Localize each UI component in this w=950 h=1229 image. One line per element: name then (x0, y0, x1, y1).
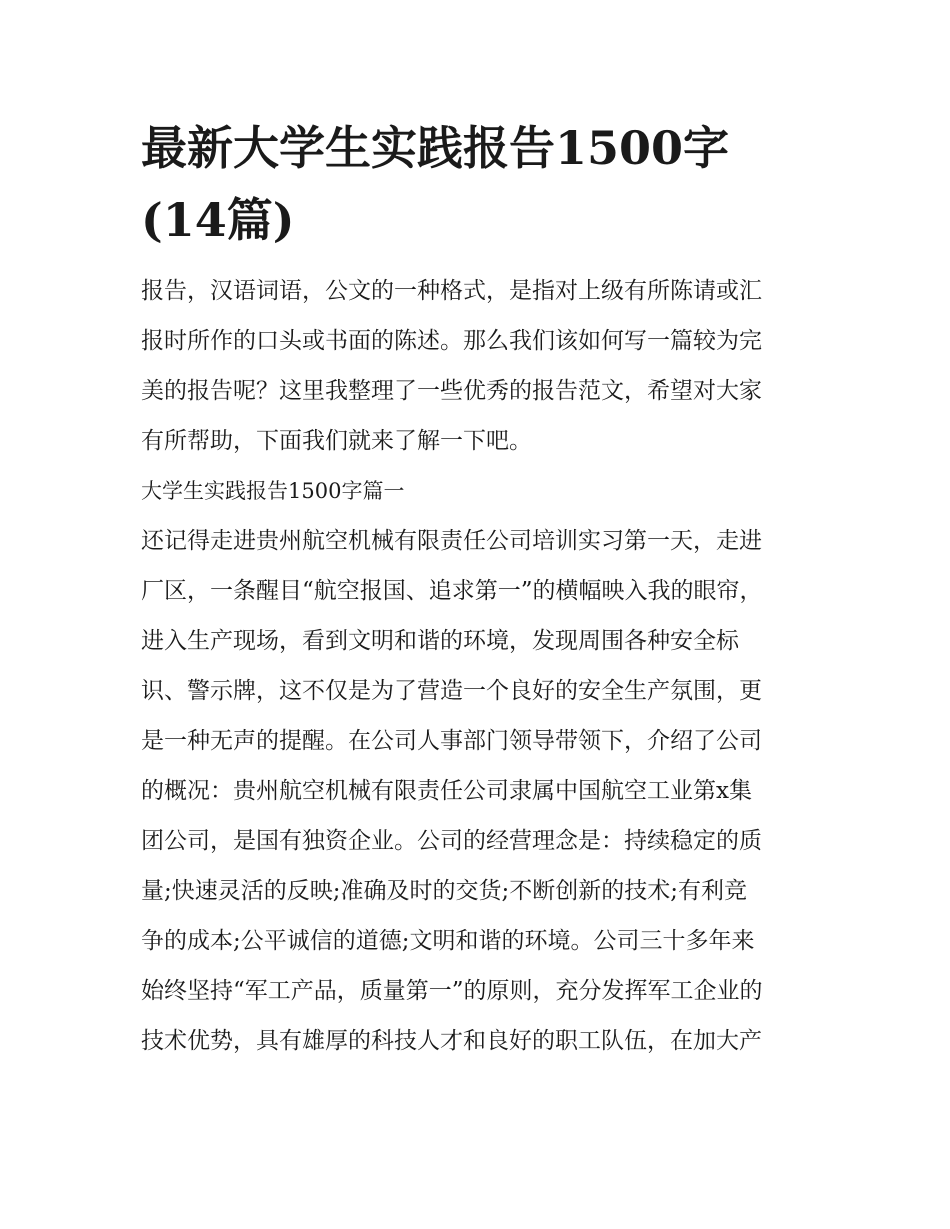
document-content (141, 112, 813, 1066)
section-heading: 大学生实践报告1500字篇一 (141, 479, 405, 503)
paragraph-line: 的概况：贵州航空机械有限责任公司隶属中国航空工业第x集 (141, 778, 752, 804)
paragraph-line: 始终坚持“军工产品，质量第一”的原则，充分发挥军工企业的 (141, 978, 763, 1004)
paragraph-line: 报告，汉语词语，公文的一种格式，是指对上级有所陈请或汇 (141, 278, 762, 304)
paragraph-line: 是一种无声的提醒。在公司人事部门领导带领下，介绍了公司 (141, 728, 762, 754)
intro-paragraph (141, 266, 813, 466)
paragraph-line: 进入生产现场，看到文明和谐的环境，发现周围各种安全标 (141, 628, 739, 654)
section-paragraph (141, 516, 813, 1066)
paragraph-line: 厂区，一条醒目“航空报国、追求第一”的横幅映入我的眼帘， (141, 578, 763, 604)
paragraph-line: 报时所作的口头或书面的陈述。那么我们该如何写一篇较为完 (141, 328, 762, 354)
title-line: 最新大学生实践报告1500字 (141, 121, 730, 175)
paragraph-line: 量;快速灵活的反映;准确及时的交货;不断创新的技术;有利竞 (141, 878, 747, 904)
paragraph-line: 团公司，是国有独资企业。公司的经营理念是：持续稳定的质 (141, 828, 762, 854)
paragraph-line: 争的成本;公平诚信的道德;文明和谐的环境。公司三十多年来 (141, 928, 755, 954)
paragraph-line: 还记得走进贵州航空机械有限责任公司培训实习第一天，走进 (141, 528, 762, 554)
title-line: (14篇) (141, 193, 295, 247)
paragraph-line: 有所帮助，下面我们就来了解一下吧。 (141, 428, 532, 454)
paragraph-line: 技术优势，具有雄厚的科技人才和良好的职工队伍，在加大产 (141, 1028, 762, 1054)
document-title (141, 112, 813, 256)
paragraph-line: 识、警示牌，这不仅是为了营造一个良好的安全生产氛围，更 (141, 678, 762, 704)
paragraph-line: 美的报告呢？这里我整理了一些优秀的报告范文，希望对大家 (141, 378, 762, 404)
